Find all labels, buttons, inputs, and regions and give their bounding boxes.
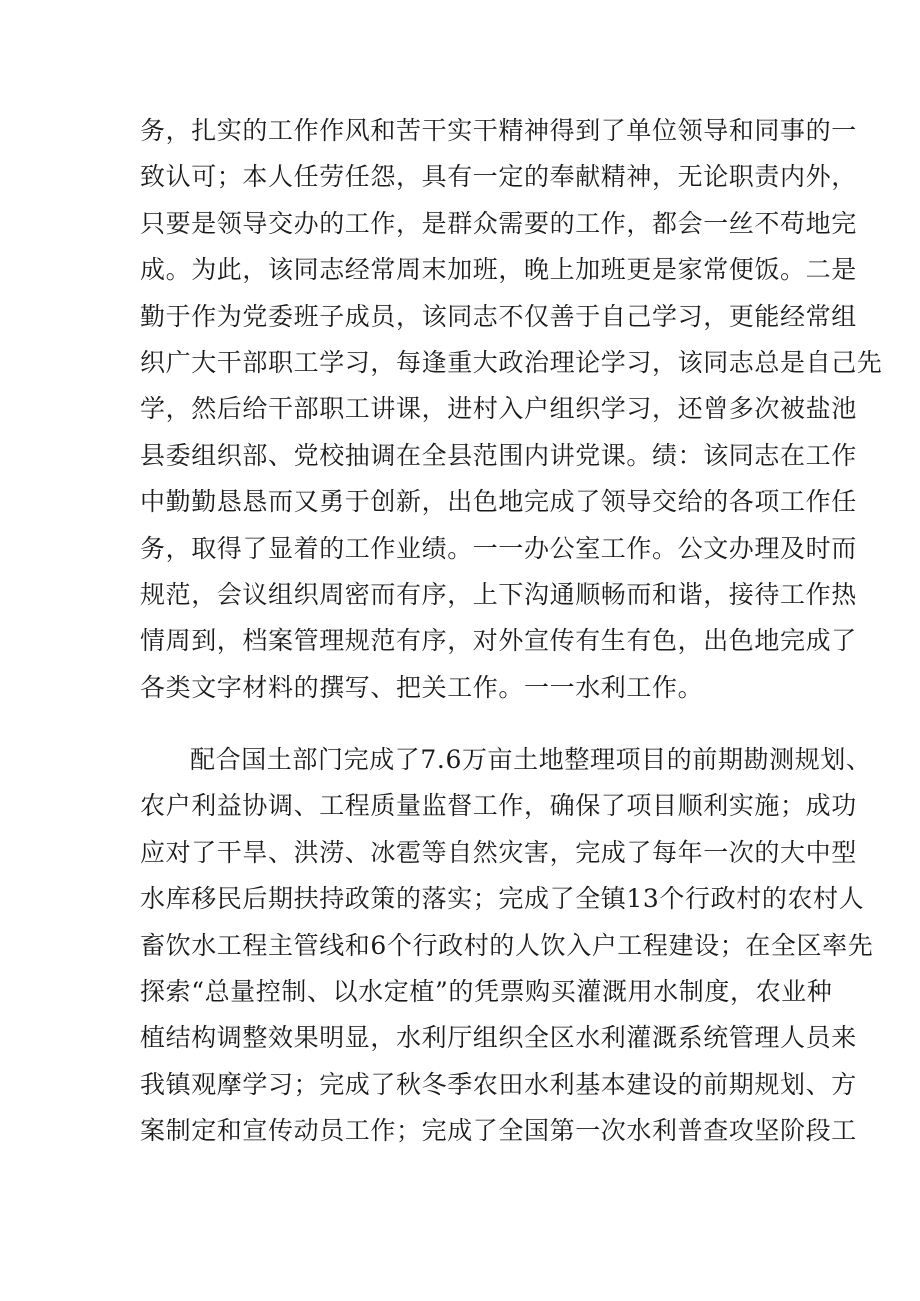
text-line: 中勤勤恳恳而又勇于创新，出色地完成了领导交给的各项工作任 — [140, 487, 857, 517]
paragraph-2 — [140, 737, 874, 1155]
text-line: 农户利益协调、工程质量监督工作，确保了项目顺利实施；成功 — [140, 791, 857, 821]
text-line: 务，取得了显着的工作业绩。一一办公室工作。公文办理及时而 — [140, 533, 857, 563]
text-line: 探索“总量控制、以水定植”的凭票购买灌溉用水制度，农业种 — [140, 976, 833, 1006]
text-line: 规范，会议组织周密而有序，上下沟通顺畅而和谐，接待工作热 — [140, 579, 857, 609]
text-line: 案制定和宣传动员工作；完成了全国第一次水利普查攻坚阶段工 — [140, 1116, 857, 1146]
paragraph-1 — [140, 108, 883, 711]
text-line: 配合国土部门完成了7.6万亩土地整理项目的前期勘测规划、 — [190, 745, 872, 774]
text-line: 畜饮水工程主管线和6个行政村的人饮入户工程建设；在全区率先 — [140, 930, 874, 960]
text-line: 勤于作为党委班子成员，该同志不仅善于自己学习，更能经常组 — [140, 301, 857, 331]
text-line: 只要是领导交办的工作，是群众需要的工作，都会一丝不苟地完 — [140, 208, 857, 238]
text-line: 各类文字材料的撰写、把关工作。一一水利工作。 — [140, 672, 704, 702]
text-line: 水库移民后期扶持政策的落实；完成了全镇13个行政村的农村人 — [140, 884, 865, 914]
text-line: 县委组织部、党校抽调在全县范围内讲党课。绩：该同志在工作 — [140, 440, 857, 470]
text-line: 务，扎实的工作作风和苦干实干精神得到了单位领导和同事的一 — [140, 116, 857, 145]
text-line: 我镇观摩学习；完成了秋冬季农田水利基本建设的前期规划、方 — [140, 1069, 857, 1099]
text-line: 成。为此，该同志经常周末加班，晚上加班更是家常便饭。二是 — [140, 255, 857, 285]
text-line: 致认可；本人任劳任怨，具有一定的奉献精神，无论职责内外， — [140, 162, 857, 192]
text-line: 织广大干部职工学习，每逢重大政治理论学习，该同志总是自己先 — [140, 347, 883, 377]
text-line: 学，然后给干部职工讲课，进村入户组织学习，还曾多次被盐池 — [140, 394, 857, 424]
text-line: 情周到，档案管理规范有序，对外宣传有生有色，出色地完成了 — [140, 626, 857, 656]
text-line: 应对了干旱、洪涝、冰雹等自然灾害，完成了每年一次的大中型 — [140, 837, 857, 867]
text-line: 植结构调整效果明显，水利厅组织全区水利灌溉系统管理人员来 — [140, 1023, 857, 1053]
